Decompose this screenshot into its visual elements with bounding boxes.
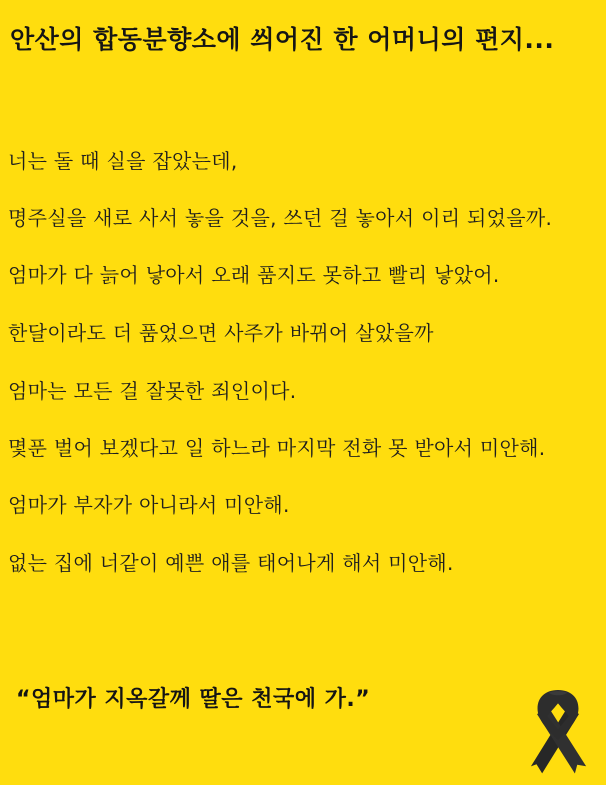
black-mourning-ribbon-icon — [522, 688, 594, 776]
page-title: 안산의 합동분향소에 씌어진 한 어머니의 편지... — [10, 25, 555, 54]
letter-line: 한달이라도 더 품었으면 사주가 바뀌어 살았을까 — [8, 321, 434, 345]
letter-line: 너는 돌 때 실을 잡았는데, — [8, 149, 238, 173]
letter-line: 엄마는 모든 걸 잘못한 죄인이다. — [8, 379, 297, 403]
letter-line: 몇푼 벌어 보겠다고 일 하느라 마지막 전화 못 받아서 미안해. — [8, 436, 546, 460]
closing-quote: “엄마가 지옥갈께 딸은 천국에 가.” — [16, 687, 371, 712]
letter-line: 없는 집에 너같이 예쁜 애를 태어나게 해서 미안해. — [8, 551, 454, 575]
letter-line: 엄마가 부자가 아니라서 미안해. — [8, 493, 290, 517]
letter-line: 엄마가 다 늙어 낳아서 오래 품지도 못하고 빨리 낳았어. — [8, 263, 500, 287]
letter-line: 명주실을 새로 사서 놓을 것을, 쓰던 걸 놓아서 이리 되었을까. — [8, 206, 553, 230]
